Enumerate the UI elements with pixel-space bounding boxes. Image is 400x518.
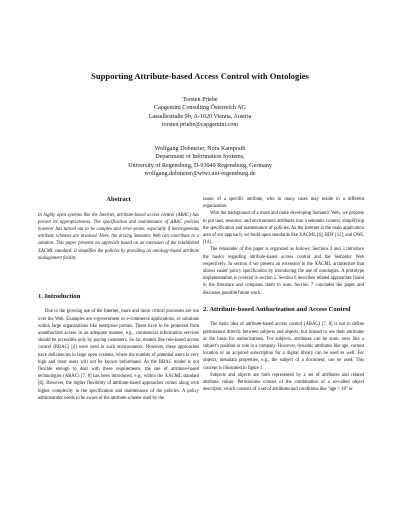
introduction-paragraph: Due to the growing use of the Internet, more and more critical processes are run over the Web. Examples are e-government or e-commerce applications, or solutions within large organizations like enterprise portals. These have to be protected from unauthorized access in an adequate manner, e.g., commercial information services should be accessible only by paying customers. So far, models like role-based access control (RBAC) [4] were used in such environments. However, these approaches have deficiencies in large open systems, where the number of potential users is very high and most users will not be known beforehand. As the RBAC model is not flexible enough to deal with these requirements, the use of attribute-based technologies (ABAC) [7, 8] has been introduced, e.g., within the XACML standard [6]. However, the higher flexibility of attribute-based approaches comes along with higher complexity in the specification and maintenance of the policies. A policy administrator needs to be aware of the attribute scheme used by the bbox=[38, 309, 199, 401]
author-address: Lassallestraße 9b, A-1020 Vienna, Austria bbox=[148, 113, 252, 120]
paragraph-abac-basic-idea: The basic idea of attribute-based access control (ABAC) [7, 8] is not to define permissions directly between subjects and objects, but instead to use their attributes as the basis for authorizations. For subjects, attributes can be static ones like a subject's position or role in a company. However, dynamic attributes like age, current location or an acquired subscription for a digital library can be used as well. For objects, metadata properties, e.g., the subject of a document, can be used. This concept is illustrated in figure 1. bbox=[203, 322, 364, 371]
author-university: University of Regensburg, D-93040 Regensburg, Germany bbox=[128, 162, 272, 169]
abstract-text: In highly open systems like the Internet, attribute-based access control (ABAC) has proven its appropriateness. The specification and maintenance of ABAC policies however has turned out to be complex and error-prone, especially if heterogeneous attribute schemes are involved. Here, the arising Semantic Web can contribute to a solution. This paper presents an approach based on an extension of the established XACML standard. It simplifies the policies by providing an ontology-based attribute management facility. bbox=[38, 212, 199, 261]
paragraph-subjects-objects: Subjects and objects are both represented by a set of attributes and related attribute values. Permissions consist of the combination of a so-called object descriptor, which consists of a set of attributes and conditions like "age > 18" or bbox=[203, 372, 364, 393]
abstract-heading: Abstract bbox=[106, 196, 131, 203]
author-affiliation: Capgemini Consulting Österreich AG bbox=[154, 105, 246, 112]
author-block-dobmeier-kamprath bbox=[0, 145, 400, 178]
paragraph-continuation: issuer of a specific attribute, who in many cases may reside in a different organization. bbox=[203, 197, 364, 210]
right-column bbox=[203, 196, 364, 393]
author-names: Wolfgang Dobmeier, Nora Kamprath bbox=[154, 146, 246, 152]
introduction-heading: 1. Introduction bbox=[38, 292, 81, 300]
section-2-heading: 2. Attribute-based Authorization and Access Control bbox=[203, 305, 351, 313]
left-column bbox=[38, 196, 199, 402]
author-email: wolfgang.dobmeier@wiwi.uni-regensburg.de bbox=[144, 170, 256, 177]
paragraph-semantic-web: With the background of a more and more developing Semantic Web, we propose to put user, resource, and environment attributes into a semantic context, simplifying the specification and maintenance of policies. As the Internet is the main application area of our approach, we build upon standards like XACML [6], RDF [12], and OWL [14]. bbox=[203, 211, 364, 246]
author-name: Torsten Priebe bbox=[182, 97, 218, 103]
paper-title: Supporting Attribute-based Access Control with Ontologies bbox=[91, 71, 309, 81]
author-email: torsten.priebe@capgemini.com bbox=[161, 121, 239, 128]
paragraph-organization: The remainder of this paper is organized as follows: Sections 2 and 3 introduce the basics regarding attribute-based access control and the Semantic Web respectively. In section 4 we present an extension to the XACML architecture that allows easier policy specification by introducing the use of ontologies. A prototype implementation is covered in section 5. Section 6 describes related approaches found in the literature and compares them to ours. Section 7 concludes the paper and discusses possible future work. bbox=[203, 247, 364, 296]
author-department: Department of Information Systems, bbox=[155, 154, 245, 161]
author-block-priebe bbox=[0, 96, 400, 129]
